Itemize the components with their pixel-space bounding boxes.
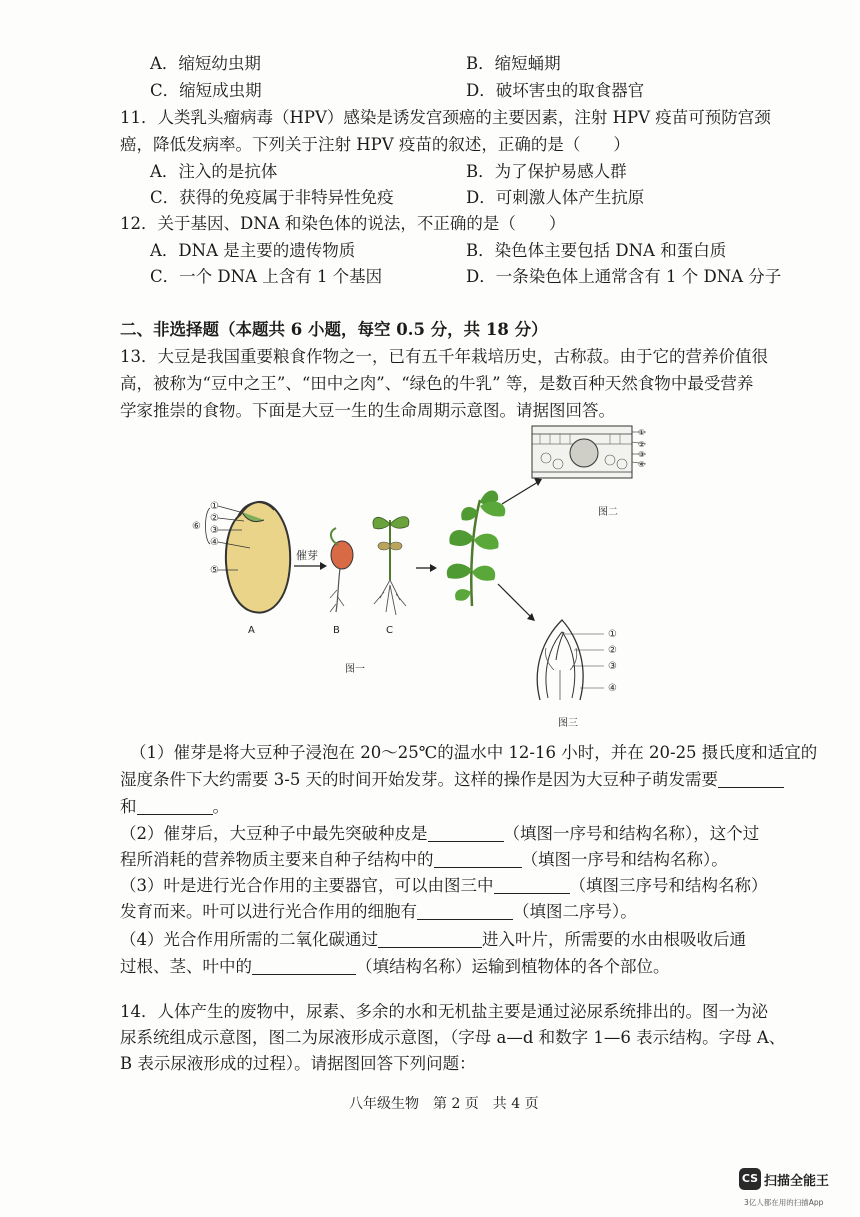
q13-part4-line2: 过根、茎、叶中的 （填结构名称）运输到植物体的各个部位。 [120, 957, 670, 976]
q11-option-d: D．可刺激人体产生抗原 [466, 188, 645, 207]
fig3-label-2: ② [608, 645, 617, 656]
answer-blank[interactable] [417, 901, 513, 920]
fig3-label-1: ① [608, 629, 617, 640]
q11-stem-line2: 癌，降低发病率。下列关于注射 HPV 疫苗的叙述，正确的是（ ） [120, 135, 630, 154]
answer-blank[interactable] [252, 956, 356, 975]
q13-part1-line3: 和 。 [120, 797, 229, 816]
section-heading: 二、非选择题（本题共 6 小题，每空 0.5 分，共 18 分） [120, 320, 548, 339]
fig2-label-3: ③ [638, 450, 646, 459]
q14-stem-line2: 尿系统组成示意图，图二为尿液形成示意图，（字母 a—d 和数字 1—6 表示结构。字母 A、 [120, 1028, 786, 1047]
q13-part3-line1: （3）叶是进行光合作用的主要器官，可以由图三中 （填图三序号和结构名称） [120, 876, 768, 895]
fig1-label-5: ⑤ [210, 565, 219, 576]
q10-option-d: D．破坏害虫的取食器官 [466, 81, 645, 100]
q10-option-b: B．缩短蛹期 [466, 54, 561, 73]
sprout-diagram-b [330, 528, 353, 612]
q14-stem-line1: 14．人体产生的废物中，尿素、多余的水和无机盐主要是通过泌尿系统排出的。图一为泌 [120, 1002, 768, 1021]
fig3-caption: 图三 [558, 718, 578, 729]
fig1-label-2: ② [210, 513, 219, 524]
answer-blank[interactable] [494, 875, 570, 894]
q12-option-a: A．DNA 是主要的遗传物质 [150, 241, 356, 260]
q13-part1-line2: 湿度条件下大约需要 3-5 天的时间开始发芽。这样的操作是因为大豆种子萌发需要 [120, 766, 784, 790]
q13-part2-line2: 程所消耗的营养物质主要来自种子结构中的 （填图一序号和结构名称）。 [120, 850, 728, 869]
answer-blank[interactable] [137, 796, 213, 815]
page-footer: 八年级生物 第 2 页 共 4 页 [349, 1096, 539, 1112]
q10-option-a: A．缩短幼虫期 [150, 54, 261, 73]
fig1-label-3: ③ [210, 525, 219, 536]
q11-stem-line1: 11．人类乳头瘤病毒（HPV）感染是诱发宫颈癌的主要因素，注射 HPV 疫苗可预防宫颈 [120, 108, 771, 127]
q13-part4-line1: （4）光合作用所需的二氧化碳通过 进入叶片，所需要的水由根吸收后通 [120, 930, 746, 949]
q13-part2-line1: （2）催芽后，大豆种子中最先突破种皮是 （填图一序号和结构名称），这个过 [120, 824, 760, 843]
fig1-label-6: ⑥ [192, 521, 201, 532]
q12-option-b: B．染色体主要包括 DNA 和蛋白质 [466, 241, 727, 260]
stage-c-label: C [386, 625, 393, 636]
answer-blank[interactable] [428, 823, 504, 842]
fig2-caption: 图二 [598, 507, 618, 518]
q13-stem-line2: 高，被称为“豆中之王”、“田中之肉”、“绿色的牛乳” 等，是数百种天然食物中最受营养 [120, 374, 754, 393]
q14-stem-line3: B 表示尿液形成的过程）。请据图回答下列问题： [120, 1054, 476, 1073]
q13-stem-line3: 学家推崇的食物。下面是大豆一生的生命周期示意图。请据图回答。 [120, 401, 615, 420]
answer-blank[interactable] [378, 929, 482, 948]
cs-logo-icon: CS [739, 1168, 761, 1190]
mature-plant-diagram [447, 491, 505, 607]
fig1-label-1: ① [210, 501, 219, 512]
soybean-life-cycle-figure [180, 420, 650, 732]
fig2-label-1: ① [638, 428, 646, 437]
leaf-cross-section-diagram [532, 426, 646, 478]
q12-stem: 12．关于基因、DNA 和染色体的说法，不正确的是（ ） [120, 214, 566, 233]
cs-tagline: 3亿人都在用的扫描App [744, 1198, 824, 1207]
q11-option-b: B．为了保护易感人群 [466, 162, 627, 181]
q11-option-c: C．获得的免疫属于非特异性免疫 [150, 188, 394, 207]
scanner-watermark [739, 1168, 829, 1190]
cs-app-name: 扫描全能王 [764, 1173, 830, 1189]
q11-option-a: A．注入的是抗体 [150, 162, 278, 181]
fig1-label-4: ④ [210, 537, 219, 548]
stage-a-label: A [248, 625, 255, 636]
fig2-label-4: ④ [638, 460, 646, 469]
q13-stem-line1: 13．大豆是我国重要粮食作物之一，已有五千年栽培历史，古称菽。由于它的营养价值很 [120, 347, 768, 366]
q12-option-c: C．一个 DNA 上含有 1 个基因 [150, 267, 383, 286]
q12-option-d: D．一条染色体上通常含有 1 个 DNA 分子 [466, 267, 782, 286]
answer-blank[interactable] [434, 849, 522, 868]
q13-part1-line1: （1）催芽是将大豆种子浸泡在 20～25℃的温水中 12-16 小时，并在 20-25 摄氏度和适宜的 [130, 743, 818, 762]
answer-blank[interactable] [718, 769, 784, 788]
q10-option-c: C．缩短成虫期 [150, 81, 262, 100]
seedling-diagram-c [373, 517, 409, 615]
fig3-label-3: ③ [608, 661, 617, 672]
fig1-caption: 图一 [345, 664, 365, 675]
fig3-label-4: ④ [608, 683, 617, 694]
bud-section-diagram [537, 620, 604, 700]
stage-b-label: B [333, 625, 340, 636]
q13-part3-line2: 发育而来。叶可以进行光合作用的细胞有 （填图二序号）。 [120, 902, 637, 921]
fig2-label-2: ② [638, 440, 646, 449]
cuiya-label: 催芽 [296, 549, 318, 562]
